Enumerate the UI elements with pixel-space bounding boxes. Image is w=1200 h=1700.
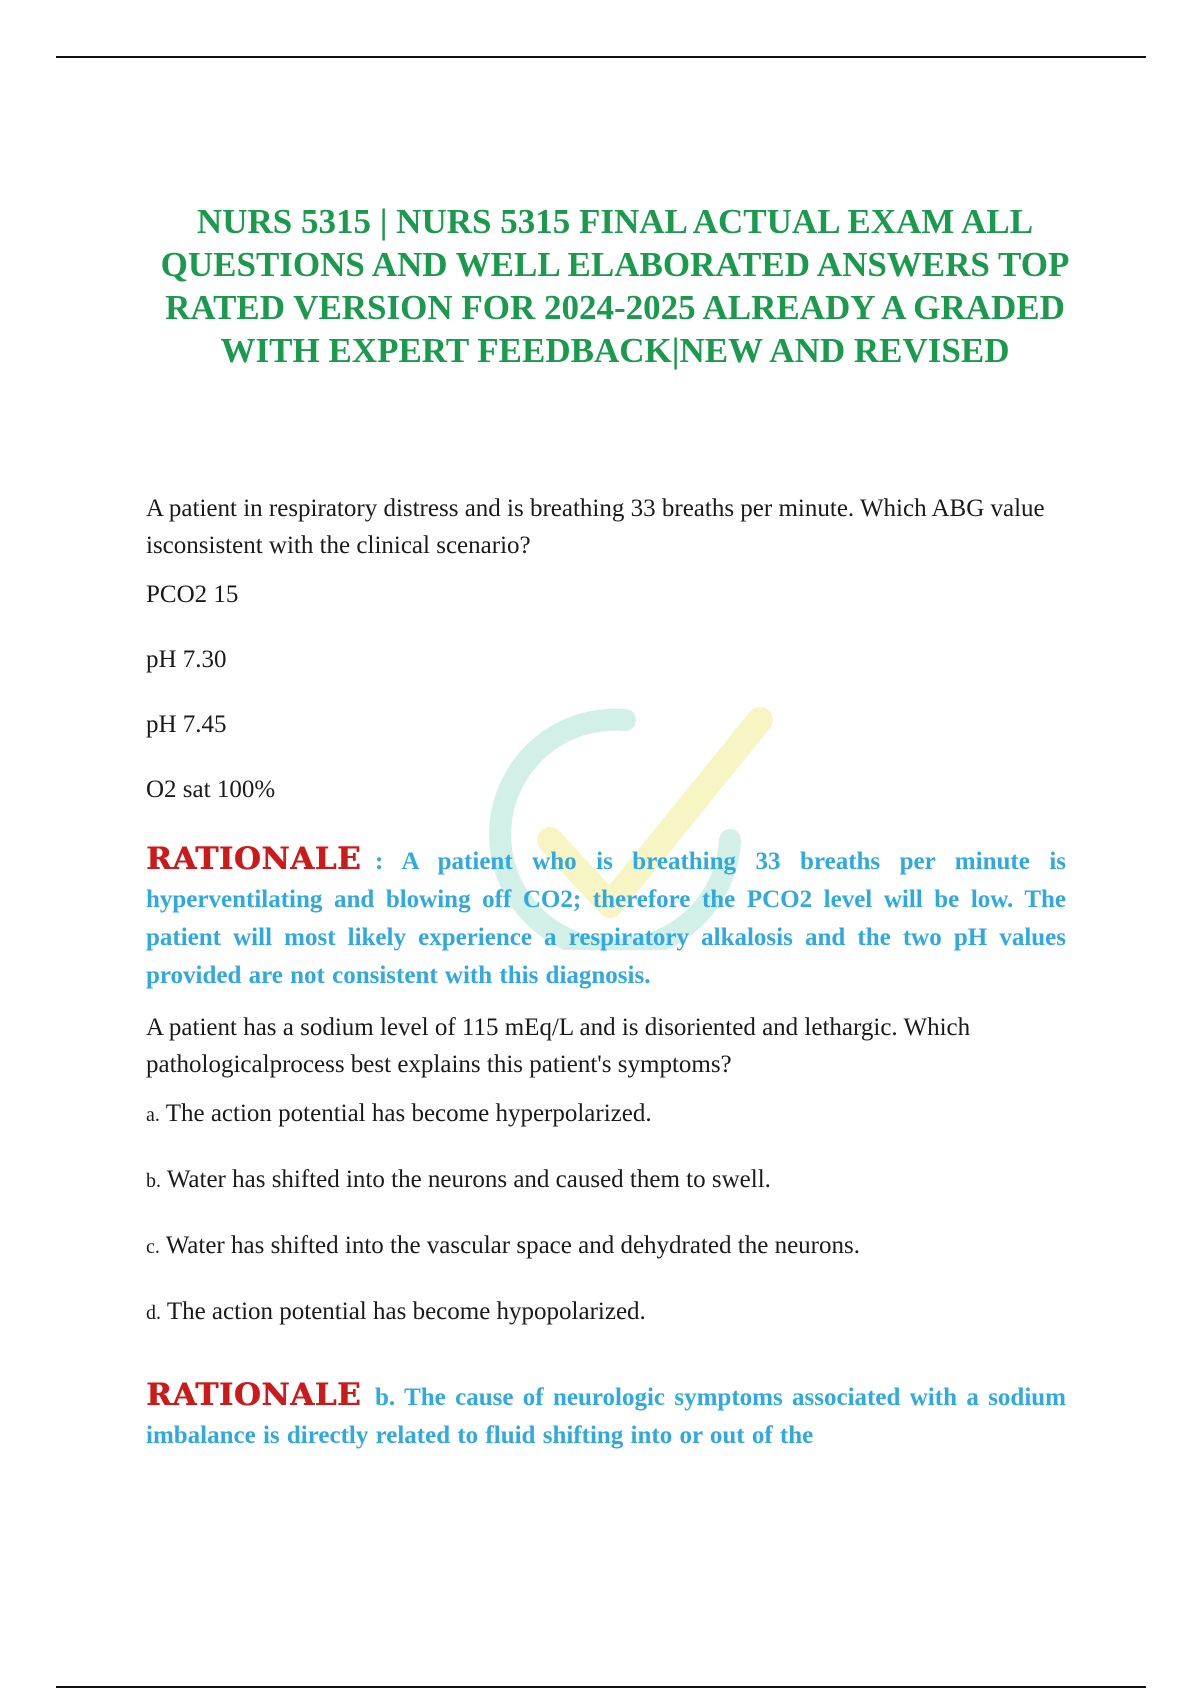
document-body xyxy=(146,490,1066,1465)
option-text: The action potential has become hyperpolarized. xyxy=(165,1100,652,1127)
q1-option-1: PCO2 15 xyxy=(146,581,239,608)
q1-option-4: O2 sat 100% xyxy=(146,776,276,803)
q2-option-c xyxy=(146,1231,1066,1262)
top-rule xyxy=(56,56,1146,58)
q2-option-b xyxy=(146,1165,1066,1196)
question-1: A patient in respiratory distress and is breathing 33 breaths per minute. Which ABG value isconsistent with the clinical scenario? xyxy=(146,495,1045,559)
q2-rationale-text: b. The cause of neurologic symptoms associated with a sodium imbalance is directly related to fluid shifting into or out of the xyxy=(146,1384,1066,1449)
bottom-rule xyxy=(56,1686,1146,1688)
option-letter: b. xyxy=(146,1170,161,1192)
option-text: Water has shifted into the vascular space and dehydrated the neurons. xyxy=(165,1232,860,1259)
rationale-label: RATIONALE xyxy=(146,1377,362,1413)
option-text: The action potential has become hypopolarized. xyxy=(166,1298,646,1325)
option-letter: a. xyxy=(146,1104,160,1126)
q2-option-a xyxy=(146,1099,1066,1130)
q2-rationale xyxy=(146,1376,1066,1455)
option-letter: c. xyxy=(146,1236,160,1258)
rationale-label: RATIONALE xyxy=(146,841,362,877)
document-title: NURS 5315 | NURS 5315 FINAL ACTUAL EXAM ALL QUESTIONS AND WELL ELABORATED ANSWERS TOP RATED VERSION FOR 2024-2025 ALREADY A GRADED WITH EXPERT FEEDBACK|NEW AND REVISED xyxy=(160,202,1070,370)
question-2: A patient has a sodium level of 115 mEq/L and is disoriented and lethargic. Which pathologicalprocess best explains this patient's symptoms? xyxy=(146,1014,971,1078)
q1-rationale-text: : A patient who is breathing 33 breaths per minute is hyperventilating and blowing off CO2; therefore the PCO2 level will be low. The patient will most likely experience a respiratory alkalosis and the two pH values provided are not consistent with this diagnosis. xyxy=(146,848,1066,989)
q1-option-3: pH 7.45 xyxy=(146,711,227,738)
q1-option-2: pH 7.30 xyxy=(146,646,227,673)
q2-option-d xyxy=(146,1297,1066,1328)
option-text: Water has shifted into the neurons and caused them to swell. xyxy=(166,1166,771,1193)
q1-rationale xyxy=(146,840,1066,995)
option-letter: d. xyxy=(146,1302,161,1324)
